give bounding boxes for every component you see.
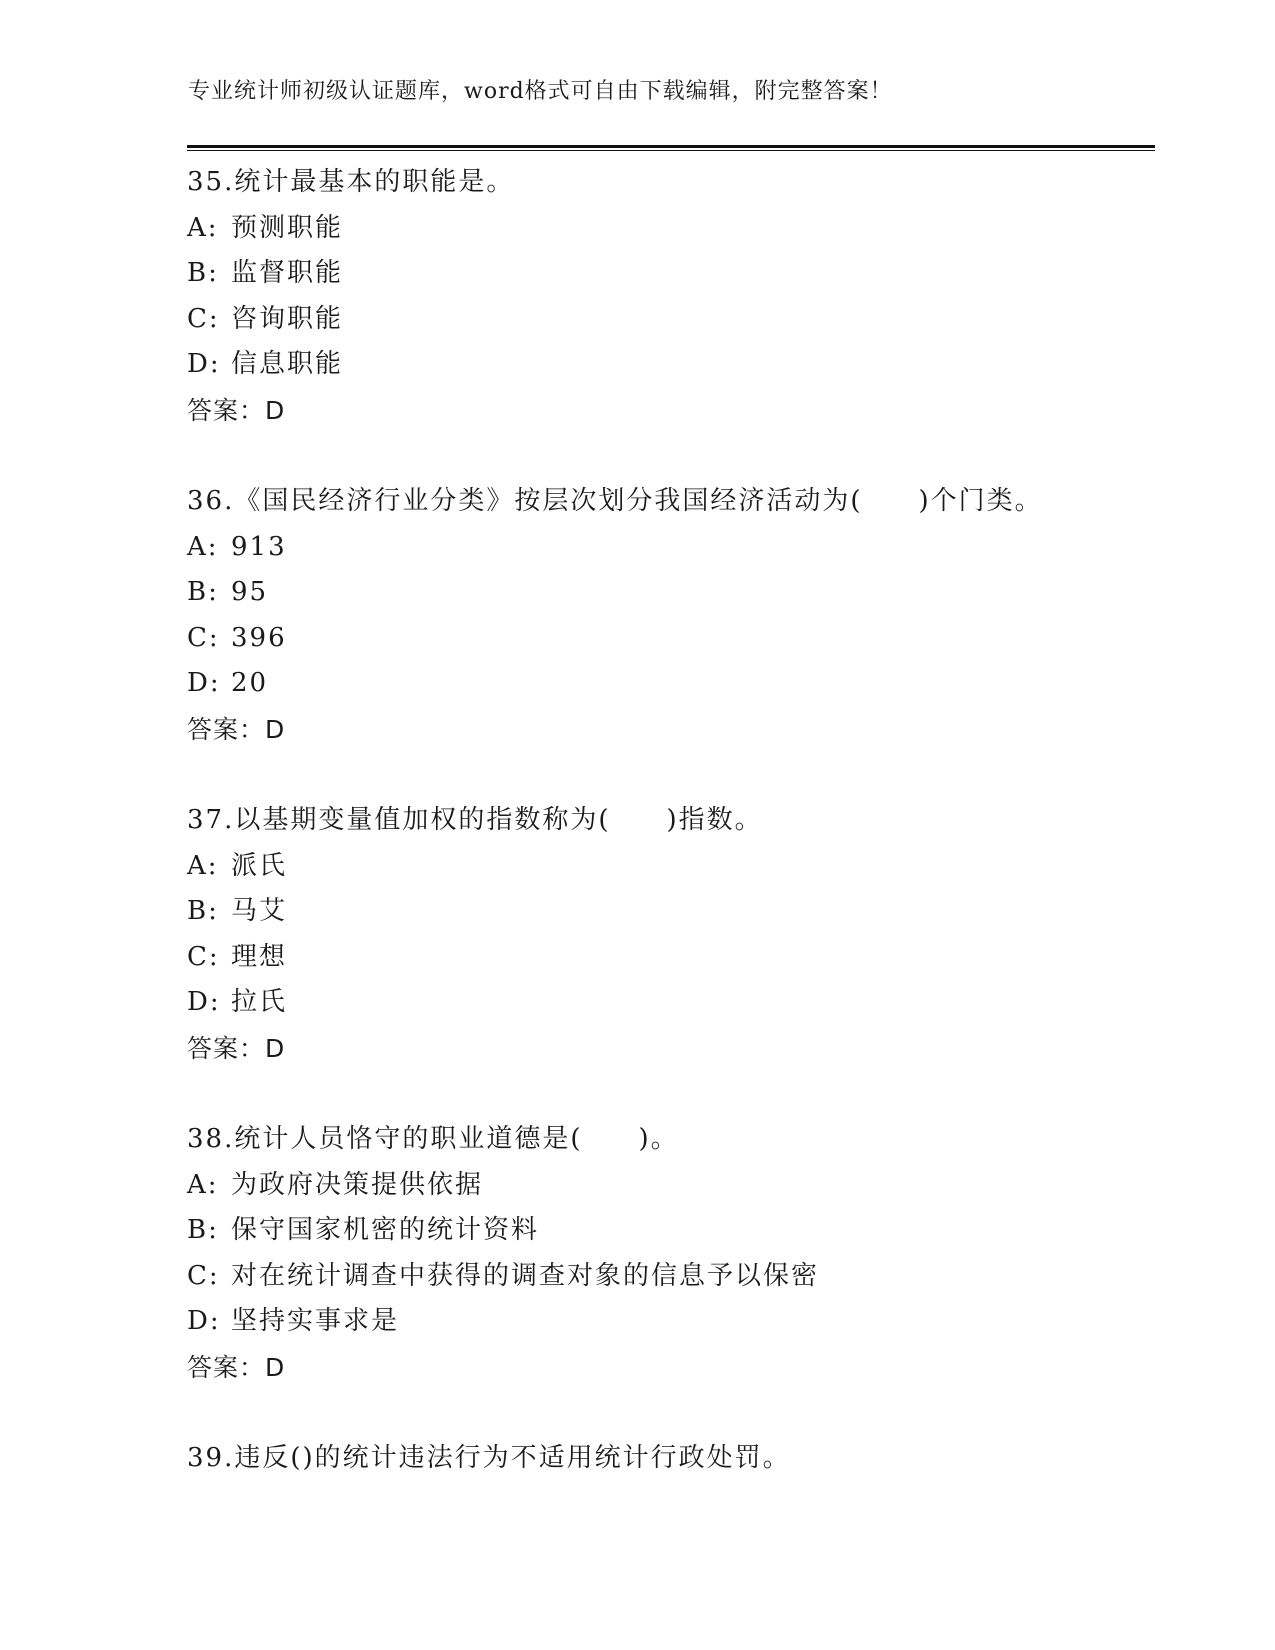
question-35 bbox=[187, 160, 1155, 433]
option-b bbox=[187, 251, 1155, 297]
question-stem: 37.以基期变量值加权的指数称为( )指数。 bbox=[187, 805, 763, 835]
answer-line: 答案：D bbox=[187, 1352, 286, 1382]
option-tag: D: bbox=[187, 987, 221, 1017]
option-d bbox=[187, 342, 1155, 388]
option-c bbox=[187, 616, 1155, 662]
option-text: 坚持实事求是 bbox=[231, 1306, 400, 1336]
answer-line: 答案：D bbox=[187, 1033, 286, 1063]
option-a bbox=[187, 206, 1155, 252]
option-text: 对在统计调查中获得的调查对象的信息予以保密 bbox=[231, 1260, 820, 1291]
option-text: 监督职能 bbox=[231, 258, 344, 288]
option-tag: D: bbox=[187, 349, 221, 379]
option-text: 理想 bbox=[231, 941, 288, 972]
spacer bbox=[187, 752, 1155, 798]
option-text: 预测职能 bbox=[231, 212, 344, 243]
question-37 bbox=[187, 798, 1155, 1071]
option-d bbox=[187, 1299, 1155, 1345]
spacer bbox=[187, 433, 1155, 479]
answer-line: 答案：D bbox=[187, 395, 286, 425]
option-d bbox=[187, 661, 1155, 707]
spacer bbox=[187, 1390, 1155, 1436]
option-d bbox=[187, 980, 1155, 1026]
option-tag: B: bbox=[187, 1215, 219, 1245]
option-b bbox=[187, 889, 1155, 935]
option-tag: C: bbox=[187, 303, 220, 334]
option-text: 913 bbox=[231, 531, 287, 562]
option-text: 396 bbox=[231, 622, 287, 653]
option-text: 95 bbox=[231, 577, 269, 607]
option-c bbox=[187, 1254, 1155, 1300]
option-a bbox=[187, 844, 1155, 890]
option-tag: C: bbox=[187, 941, 220, 972]
question-stem: 36.《国民经济行业分类》按层次划分我国经济活动为( )个门类。 bbox=[187, 486, 1043, 516]
option-tag: A: bbox=[187, 850, 219, 881]
option-text: 派氏 bbox=[231, 850, 288, 881]
question-36 bbox=[187, 479, 1155, 752]
option-tag: A: bbox=[187, 1169, 219, 1200]
option-b bbox=[187, 570, 1155, 616]
question-38 bbox=[187, 1117, 1155, 1390]
question-list bbox=[187, 160, 1155, 1482]
option-tag: B: bbox=[187, 258, 219, 288]
option-text: 保守国家机密的统计资料 bbox=[231, 1215, 540, 1245]
question-stem: 39.违反()的统计违法行为不适用统计行政处罚。 bbox=[187, 1443, 791, 1473]
option-a bbox=[187, 1163, 1155, 1209]
header-divider bbox=[187, 145, 1155, 148]
option-text: 信息职能 bbox=[231, 349, 344, 379]
option-a bbox=[187, 525, 1155, 571]
option-text: 拉氏 bbox=[231, 987, 288, 1017]
option-tag: A: bbox=[187, 531, 219, 562]
option-text: 为政府决策提供依据 bbox=[231, 1169, 484, 1200]
option-tag: D: bbox=[187, 668, 221, 698]
document-header: 专业统计师初级认证题库，word格式可自由下载编辑，附完整答案！ bbox=[188, 79, 893, 104]
question-stem: 35.统计最基本的职能是。 bbox=[187, 167, 515, 197]
option-tag: C: bbox=[187, 1260, 220, 1291]
option-text: 马艾 bbox=[231, 896, 288, 926]
option-tag: B: bbox=[187, 577, 219, 607]
option-text: 咨询职能 bbox=[231, 303, 344, 334]
option-b bbox=[187, 1208, 1155, 1254]
option-c bbox=[187, 297, 1155, 343]
question-39 bbox=[187, 1436, 1155, 1482]
spacer bbox=[187, 1071, 1155, 1117]
option-c bbox=[187, 935, 1155, 981]
option-text: 20 bbox=[231, 668, 269, 698]
option-tag: D: bbox=[187, 1306, 221, 1336]
option-tag: C: bbox=[187, 622, 220, 653]
header-divider-thin bbox=[187, 150, 1155, 151]
question-stem: 38.统计人员恪守的职业道德是( )。 bbox=[187, 1124, 679, 1154]
option-tag: B: bbox=[187, 896, 219, 926]
option-tag: A: bbox=[187, 212, 219, 243]
answer-line: 答案：D bbox=[187, 714, 286, 744]
